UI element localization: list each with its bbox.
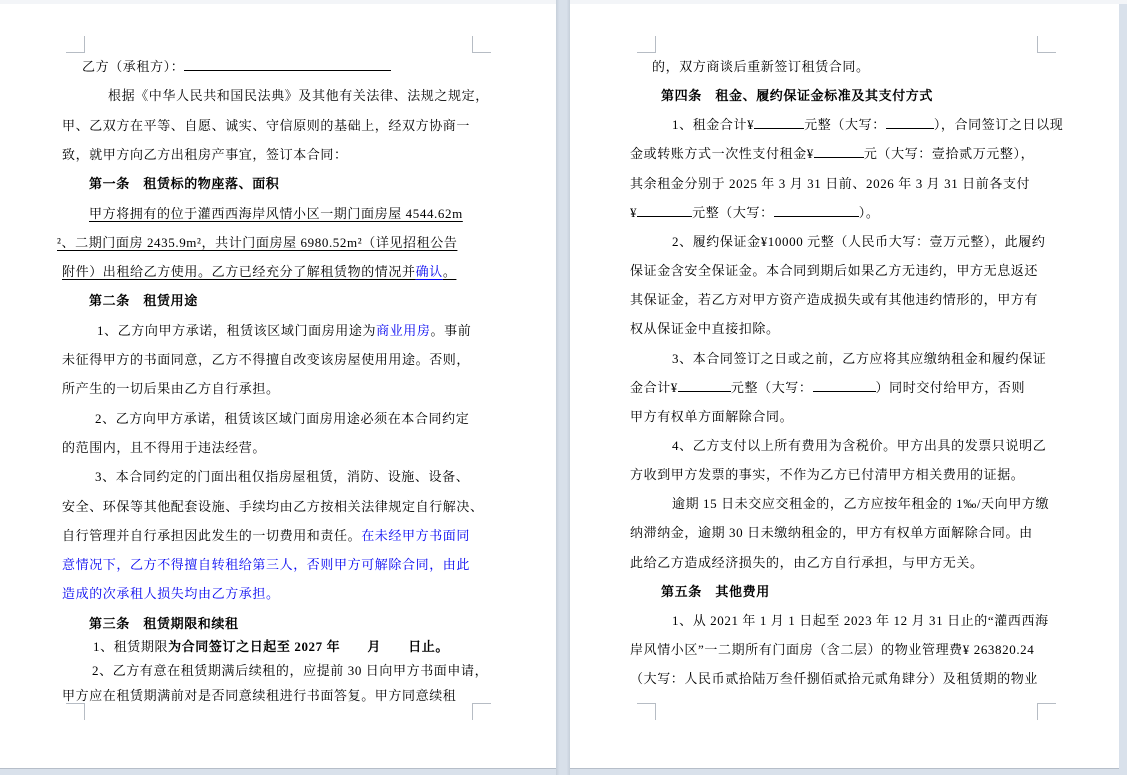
page-2[interactable] — [570, 4, 1119, 768]
text-line[interactable] — [95, 404, 469, 433]
text-segment: 纳滞纳金，逾期 30 日未缴纳租金的，甲方有权单方面解除合同。由 — [630, 525, 1033, 540]
text-segment: 1、租赁期限 — [93, 639, 169, 654]
text-segment: 附件）出租给乙方使用。乙方已经充分了解租赁物的情况并 — [62, 264, 416, 279]
crop-mark-top-left — [637, 36, 656, 53]
text-segment: 的，双方商谈后重新签订租赁合同。 — [652, 59, 870, 74]
text-line[interactable] — [672, 431, 1046, 460]
text-line[interactable] — [630, 256, 1038, 285]
text-segment: 2、乙方有意在租赁期满后续租的，应提前 30 日向甲方书面申请， — [92, 663, 489, 678]
text-segment: 逾期 15 日未交应交租金的，乙方应按年租金的 1‰/天向甲方缴 — [672, 496, 1050, 511]
text-segment: 1、租金合计¥ — [672, 117, 755, 132]
text-segment: 2、履约保证金¥10000 元整（人民币大写：壹万元整），此履约 — [672, 234, 1046, 249]
crop-mark-bottom-left — [637, 703, 656, 720]
text-line[interactable] — [630, 139, 1034, 168]
text-line[interactable] — [62, 140, 348, 169]
text-line[interactable] — [62, 433, 266, 462]
text-segment: 第四条 租金、履约保证金标准及其支付方式 — [661, 88, 934, 103]
text-line[interactable] — [89, 169, 279, 198]
text-line[interactable] — [89, 199, 463, 228]
text-line[interactable] — [82, 52, 391, 81]
text-segment: ）。 — [858, 205, 880, 220]
text-segment: 权从保证金中直接扣除。 — [630, 321, 780, 336]
blank-underline-field[interactable] — [184, 57, 391, 71]
blank-underline-field[interactable] — [678, 378, 731, 392]
text-line[interactable] — [62, 492, 484, 521]
text-line[interactable] — [62, 681, 456, 710]
text-line[interactable] — [62, 345, 470, 374]
text-segment: 为合同签订之日起至 2027 年 月 日止。 — [168, 639, 450, 654]
crop-mark-bottom-right — [1037, 703, 1056, 720]
crop-mark-bottom-right — [472, 703, 491, 720]
text-segment: 第二条 租赁用途 — [89, 293, 198, 308]
text-line[interactable] — [661, 81, 933, 110]
text-line[interactable] — [630, 460, 1024, 489]
text-line[interactable] — [630, 518, 1033, 547]
text-segment: 元（大写：壹拾贰万元整）， — [863, 146, 1035, 161]
text-line[interactable] — [62, 521, 470, 550]
blank-underline-field[interactable] — [774, 203, 859, 217]
text-segment: （大写：人民币贰拾陆万叁仟捌佰贰拾元贰角肆分）及租赁期的物业 — [630, 671, 1039, 686]
text-line[interactable] — [630, 314, 780, 343]
text-segment: 岸风情小区”一二期所有门面房（含二层）的物业管理费¥ 263820.24 — [630, 642, 1035, 657]
text-line[interactable] — [630, 548, 984, 577]
text-segment: 2、乙方向甲方承诺，租赁该区域门面房用途必须在本合同约定 — [95, 411, 470, 426]
crop-mark-top-right — [472, 36, 491, 53]
text-segment: 金合计¥ — [630, 380, 678, 395]
text-segment: 3、本合同约定的门面出租仅指房屋租赁，消防、设施、设备、 — [95, 469, 470, 484]
text-segment: ¥ — [630, 205, 638, 220]
text-segment: 元整（大写： — [692, 205, 774, 220]
text-line[interactable] — [108, 81, 489, 110]
text-line[interactable] — [62, 257, 456, 286]
text-line[interactable] — [661, 577, 770, 606]
text-segment: 第五条 其他费用 — [661, 584, 770, 599]
text-line[interactable] — [630, 198, 879, 227]
text-segment: 保证金含安全保证金。本合同到期后如果乙方无违约，甲方无息返还 — [630, 263, 1039, 278]
text-segment: 乙方（承租方）： — [82, 59, 185, 74]
text-segment: 所产生的一切后果由乙方自行承担。 — [62, 381, 280, 396]
blank-underline-field[interactable] — [754, 115, 804, 129]
text-segment: ²、二期门面房 2435.9m²，共计门面房屋 6980.52m²（详见招租公告 — [57, 235, 458, 250]
text-line[interactable] — [672, 344, 1046, 373]
text-segment: 。 — [442, 264, 457, 279]
text-segment: 其余租金分别于 2025 年 3 月 31 日前、2026 年 3 月 31 日前各支付 — [630, 176, 1031, 191]
text-segment: ），合同签订之日以现 — [933, 117, 1064, 132]
text-segment: 第一条 租赁标的物座落、面积 — [89, 176, 280, 191]
text-segment: 元整（大写： — [804, 117, 886, 132]
blank-underline-field[interactable] — [637, 203, 692, 217]
text-segment: 造成的次承租人损失均由乙方承担。 — [62, 586, 280, 601]
text-segment: 甲、乙双方在平等、自愿、诚实、守信原则的基础上，经双方协商一 — [62, 118, 471, 133]
text-line[interactable] — [630, 635, 1034, 664]
text-line[interactable] — [62, 374, 280, 403]
blank-underline-field[interactable] — [814, 144, 864, 158]
text-line[interactable] — [97, 316, 471, 345]
text-segment: 4、乙方支付以上所有费用为含税价。甲方出具的发票只说明乙 — [672, 438, 1047, 453]
text-segment: 意情况下，乙方不得擅自转租给第三人，否则甲方可解除合同，由此 — [62, 557, 471, 572]
text-segment: 1、乙方向甲方承诺，租赁该区域门面房用途为 — [97, 323, 377, 338]
crop-mark-top-right — [1037, 36, 1056, 53]
text-line[interactable] — [672, 227, 1045, 256]
text-line[interactable] — [672, 110, 1063, 139]
text-line[interactable] — [652, 52, 870, 81]
text-segment: 甲方将拥有的位于灌西西海岸风情小区一期门面房屋 4544.62m — [89, 206, 463, 221]
text-segment: 自行管理并自行承担因此发生的一切费用和责任。 — [62, 528, 362, 543]
text-segment: 的范围内，且不得用于违法经营。 — [62, 440, 267, 455]
text-line[interactable] — [630, 285, 1038, 314]
text-segment: 此给乙方造成经济损失的，由乙方自行承担，与甲方无关。 — [630, 555, 984, 570]
text-line[interactable] — [62, 579, 280, 608]
text-segment: 根据《中华人民共和国民法典》及其他有关法律、法规之规定， — [108, 88, 489, 103]
text-segment: 其保证金，若乙方对甲方资产造成损失或有其他违约情形的，甲方有 — [630, 292, 1039, 307]
text-line[interactable] — [630, 402, 793, 431]
text-line[interactable] — [62, 550, 470, 579]
text-line[interactable] — [62, 111, 470, 140]
text-line[interactable] — [630, 169, 1030, 198]
text-segment: 金或转账方式一次性支付租金¥ — [630, 146, 814, 161]
text-line[interactable] — [630, 373, 1025, 402]
text-segment: 方收到甲方发票的事实，不作为乙方已付清甲方相关费用的证据。 — [630, 467, 1025, 482]
text-segment: 安全、环保等其他配套设施、手续均由乙方按相关法律规定自行解决、 — [62, 499, 484, 514]
text-segment: 元整（大写： — [730, 380, 813, 395]
text-segment: 致，就甲方向乙方出租房产事宜，签订本合同： — [62, 147, 348, 162]
blank-underline-field[interactable] — [813, 378, 876, 392]
text-segment: ）同时交付给甲方，否则 — [875, 380, 1026, 395]
text-segment: 甲方有权单方面解除合同。 — [630, 409, 794, 424]
text-line[interactable] — [57, 228, 457, 257]
text-segment: 商业用房 — [376, 323, 431, 338]
text-line[interactable] — [630, 664, 1038, 693]
blank-underline-field[interactable] — [886, 115, 934, 129]
text-segment: 第三条 租赁期限和续租 — [89, 616, 239, 631]
page-1[interactable] — [0, 4, 556, 768]
text-line[interactable] — [95, 462, 469, 491]
text-segment: 。事前 — [430, 323, 472, 338]
text-segment: 在未经甲方书面同 — [361, 528, 471, 543]
text-line[interactable] — [672, 606, 1049, 635]
crop-mark-top-left — [66, 36, 85, 53]
text-line[interactable] — [672, 489, 1049, 518]
text-segment: 3、本合同签订之日或之前，乙方应将其应缴纳租金和履约保证 — [672, 351, 1047, 366]
text-segment: 确认 — [415, 264, 443, 279]
page-gap — [556, 0, 570, 775]
text-segment: 1、从 2021 年 1 月 1 日起至 2023 年 12 月 31 日止的“灌西西海 — [672, 613, 1049, 628]
text-line[interactable] — [89, 286, 198, 315]
text-segment: 甲方应在租赁期满前对是否同意续租进行书面答复。甲方同意续租 — [62, 688, 457, 703]
text-segment: 未征得甲方的书面同意，乙方不得擅自改变该房屋使用用途。否则， — [62, 352, 471, 367]
